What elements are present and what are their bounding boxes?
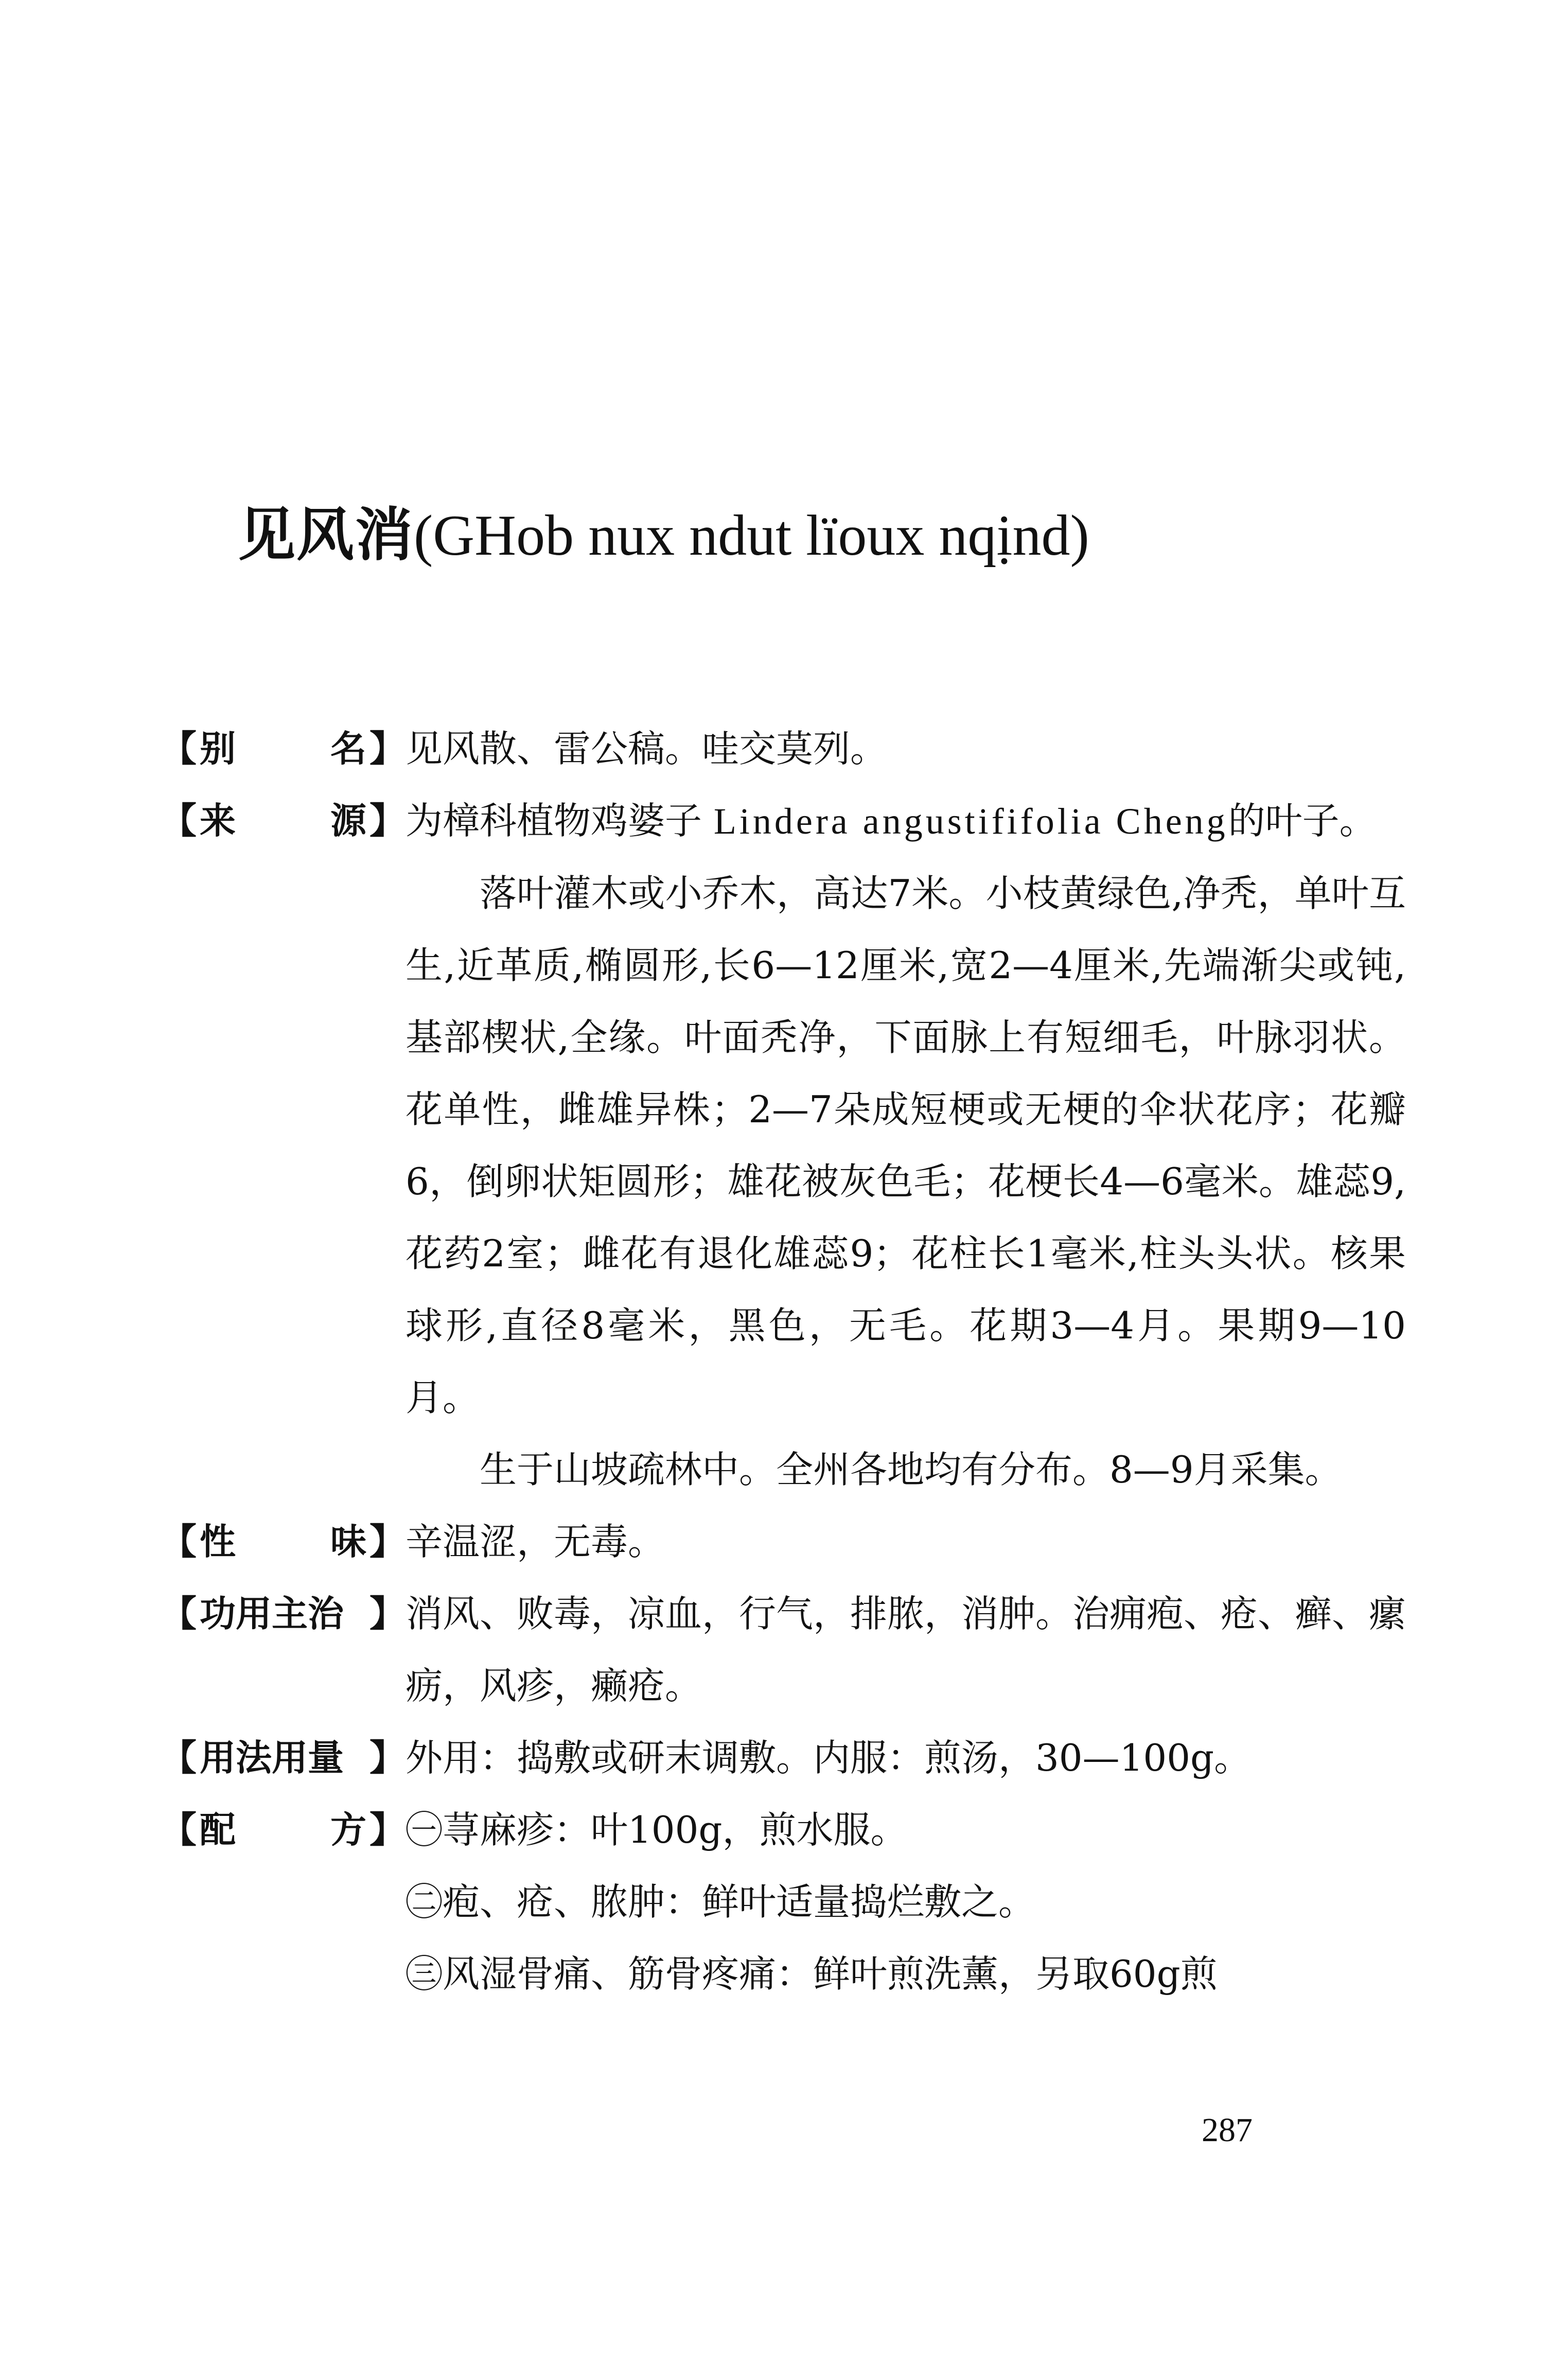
source-origin: 为樟科植物鸡婆子 Lindera angustififolia Cheng的叶子。 [406, 799, 1377, 842]
entry-title [238, 494, 1089, 577]
alias-text: 见风散、雷公稿。哇交莫列。 [406, 727, 888, 770]
section-label: 【 功用主治 】 [161, 1593, 406, 1635]
prescription-item: ㊂风湿骨痛、筋骨疼痛：鲜叶煎洗薰，另取60g煎 [406, 1952, 1218, 1996]
section-taste [161, 1506, 1406, 1578]
section-content [406, 1578, 1406, 1722]
taste-text: 辛温涩，无毒。 [406, 1520, 665, 1563]
section-content [406, 1722, 1406, 1794]
section-content [406, 1506, 1406, 1578]
source-habitat: 生于山坡疏林中。全州各地均有分布。8—9月采集。 [480, 1448, 1342, 1491]
prescription-item: ㊀荨麻疹：叶100g，煎水服。 [406, 1808, 908, 1851]
section-source [161, 785, 1406, 1506]
function-text: 消风、败毒，凉血，行气，排脓，消肿。治痈疱、疮、癣、瘰疬，风疹，癞疮。 [406, 1592, 1406, 1707]
source-description: 落叶灌木或小乔木，高达7米。小枝黄绿色,净秃，单叶互生,近革质,椭圆形,长6—12厘米,宽2—4厘米,先端渐尖或钝,基部楔状,全缘。叶面秃净，下面脉上有短细毛，叶脉羽状。花单性，雌雄异株；2—7朵成短梗或无梗的伞状花序；花瓣6，倒卵状矩圆形；雄花被灰色毛；花梗长4—6毫米。雄蕊9,花药2室；雌花有退化雄蕊9；花柱长1毫米,柱头头状。核果球形,直径8毫米，黑色，无毛。花期3—4月。果期9—10月。 [406, 872, 1406, 1419]
section-label: 【 用法用量 】 [161, 1737, 406, 1779]
section-prescription [161, 1794, 1406, 2010]
section-usage [161, 1722, 1406, 1794]
prescription-item: ㊁疱、疮、脓肿：鲜叶适量捣烂敷之。 [406, 1880, 1036, 1923]
section-content [406, 713, 1406, 785]
section-alias [161, 713, 1406, 785]
usage-text: 外用：捣敷或研末调敷。内服：煎汤，30—100g。 [406, 1736, 1252, 1779]
entry-body [161, 713, 1406, 2010]
title-chinese: 见风消 [238, 502, 414, 569]
latin-name: Lindera angustififolia Cheng [713, 801, 1228, 842]
section-label: 【 来 源 】 [161, 800, 406, 842]
section-content [406, 785, 1406, 1506]
title-romanization: (GHob nux ndut lïoux nqịnd) [414, 504, 1089, 568]
section-label: 【 别 名 】 [161, 728, 406, 770]
section-label: 【 配 方 】 [161, 1809, 406, 1851]
section-content [406, 1794, 1406, 2010]
section-function [161, 1578, 1406, 1722]
page-number: 287 [1202, 2111, 1253, 2149]
section-label: 【 性 味 】 [161, 1521, 406, 1563]
